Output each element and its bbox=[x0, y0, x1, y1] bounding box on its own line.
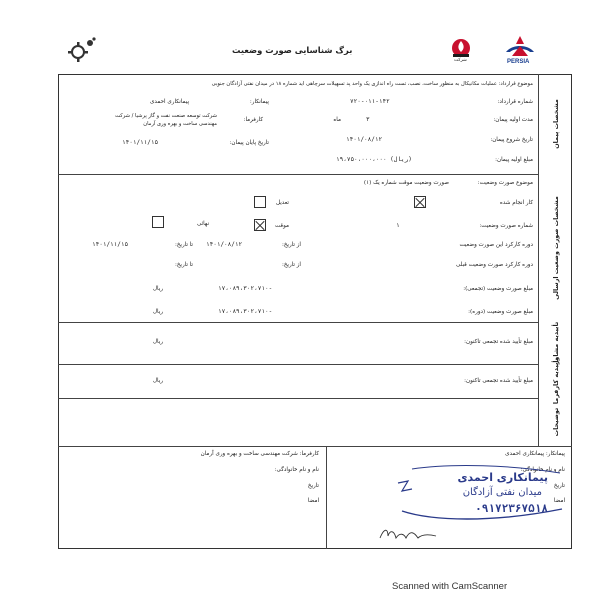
to-label: تا تاریخ: bbox=[174, 242, 193, 248]
divider bbox=[58, 174, 538, 175]
section-employer: تأییدیه کارفرما bbox=[538, 364, 572, 398]
section-attachments: توضیحات bbox=[538, 398, 572, 446]
divider-vertical bbox=[326, 446, 327, 549]
page-title: برگ شناسایی صورت وضعیت bbox=[232, 45, 353, 55]
contractor-name-label: نام و نام خانوادگی: bbox=[520, 467, 565, 473]
cum-label: مبلغ صورت وضعیت (تجمعی): bbox=[463, 286, 533, 292]
employer-date-label: تاریخ bbox=[307, 483, 319, 489]
gear-logo bbox=[66, 34, 98, 66]
scanner-watermark: Scanned with CamScanner bbox=[392, 581, 508, 592]
amount-value: ۱۹،۷۵۰،۰۰۰،۰۰۰ (ریال) bbox=[336, 156, 412, 163]
divider bbox=[58, 446, 572, 447]
duration-value: ۳ bbox=[366, 116, 370, 123]
status-subject-label: موضوع صورت وضعیت: bbox=[477, 180, 533, 186]
contractor-sign-title: پیمانکار: پیمانکاری احمدی bbox=[505, 451, 565, 457]
prev-from-label: از تاریخ: bbox=[281, 262, 301, 268]
end-value: ۱۴۰۱/۱۱/۱۵ bbox=[122, 139, 159, 146]
persia-logo bbox=[500, 34, 540, 68]
period-amt-unit: ریال bbox=[152, 309, 163, 315]
contractor-value: پیمانکاری احمدی bbox=[150, 99, 189, 105]
stamp-line-1: پیمانکاری احمدی bbox=[457, 471, 548, 484]
temp-label: موقت bbox=[274, 223, 289, 229]
from-label: از تاریخ: bbox=[281, 242, 301, 248]
stamp-line-3: ۰۹۱۷۲۳۶۷۵۱۸ bbox=[475, 502, 548, 515]
prev-period-label: دوره کارکرد صورت وضعیت قبلی bbox=[455, 262, 533, 268]
sup-approved-unit: ریال bbox=[152, 339, 163, 345]
from-value: ۱۴۰۱/۰۸/۱۲ bbox=[206, 241, 243, 248]
divider bbox=[58, 364, 538, 365]
end-label: تاریخ پایان پیمان: bbox=[229, 140, 269, 146]
employer-sign-label: امضا bbox=[307, 498, 319, 504]
temp-checkbox[interactable] bbox=[254, 219, 266, 231]
contract-no-value: ۷۲۰-۰۱۱-۱۴۲ bbox=[350, 98, 390, 105]
duration-label: مدت اولیه پیمان: bbox=[493, 117, 533, 123]
done-checkbox[interactable] bbox=[414, 196, 426, 208]
emp-approved-label: مبلغ تأیید شده تجمعی تاکنون: bbox=[464, 378, 533, 384]
emp-approved-unit: ریال bbox=[152, 378, 163, 384]
company-logo-flame bbox=[446, 36, 476, 66]
divider bbox=[58, 398, 538, 399]
contract-subject: موضوع قرارداد: عملیات مکانیکال به منظور ساخت، نصب، تست راه اندازی یک واحد پد تسهیلات سرچاهی اید شماره ۱۸ در میدان نفتی آزادگان جنوبی bbox=[211, 81, 533, 87]
handwritten-signature bbox=[378, 526, 438, 542]
cum-unit: ریال bbox=[152, 286, 163, 292]
adjust-label: تعدیل bbox=[276, 200, 289, 206]
status-no-label: شماره صورت وضعیت: bbox=[479, 223, 533, 229]
start-value: ۱۴۰۱/۰۸/۱۲ bbox=[346, 136, 383, 143]
done-label: کار انجام شده bbox=[499, 200, 533, 206]
contractor-date-label: تاریخ bbox=[553, 483, 565, 489]
duration-unit: ماه bbox=[333, 117, 341, 123]
period-amt-value: ۱۷،۰۸۹،۳۰۲،۷۱۰- bbox=[218, 308, 273, 315]
prev-to-label: تا تاریخ: bbox=[174, 262, 193, 268]
contract-no-label: شماره قرارداد: bbox=[497, 99, 533, 105]
employer-sign-title: کارفرما: شرکت مهندسی ساخت و بهره وری آرمان bbox=[200, 451, 319, 457]
status-subject-value: صورت وضعیت موقت شماره یک (۱) bbox=[363, 180, 449, 186]
contractor-sign-label: امضا bbox=[553, 498, 565, 504]
stamp-line-2: میدان نفتی آزادگان bbox=[462, 487, 542, 498]
section-contract: مشخصات پیمان bbox=[538, 74, 572, 174]
period-amt-label: مبلغ صورت وضعیت (دوره): bbox=[468, 309, 533, 315]
cum-value: ۱۷،۰۸۹،۳۰۲،۷۱۰- bbox=[218, 285, 273, 292]
start-label: تاریخ شروع پیمان: bbox=[490, 137, 533, 143]
period-label: دوره کارکرد این صورت وضعیت bbox=[459, 242, 533, 248]
persia-logo-label: PERSIA bbox=[507, 59, 530, 65]
company-logo-caption: شرکت bbox=[454, 58, 467, 63]
sup-approved-label: مبلغ تأیید شده تجمعی تاکنون: bbox=[464, 339, 533, 345]
employer-name-label: نام و نام خانوادگی: bbox=[274, 467, 319, 473]
final-label: نهائی bbox=[196, 221, 209, 227]
divider bbox=[58, 322, 538, 323]
to-value: ۱۴۰۱/۱۱/۱۵ bbox=[92, 241, 129, 248]
status-no-value: ۱ bbox=[396, 222, 400, 229]
final-checkbox[interactable] bbox=[152, 216, 164, 228]
contractor-stamp bbox=[392, 463, 578, 525]
amount-label: مبلغ اولیه پیمان: bbox=[495, 157, 533, 163]
adjust-checkbox[interactable] bbox=[254, 196, 266, 208]
contractor-label: پیمانکار: bbox=[249, 99, 269, 105]
section-supervisor: تأییدیه مشاور bbox=[538, 322, 572, 364]
employer-label: کارفرما: bbox=[243, 117, 263, 123]
section-status: مشخصات صورت وضعیت ارسالی bbox=[538, 174, 572, 322]
employer-value: شرکت توسعه صنعت نفت و گاز پرشیا / شرکت مهندسی ساخت و بهره وری آرمان bbox=[115, 113, 217, 127]
